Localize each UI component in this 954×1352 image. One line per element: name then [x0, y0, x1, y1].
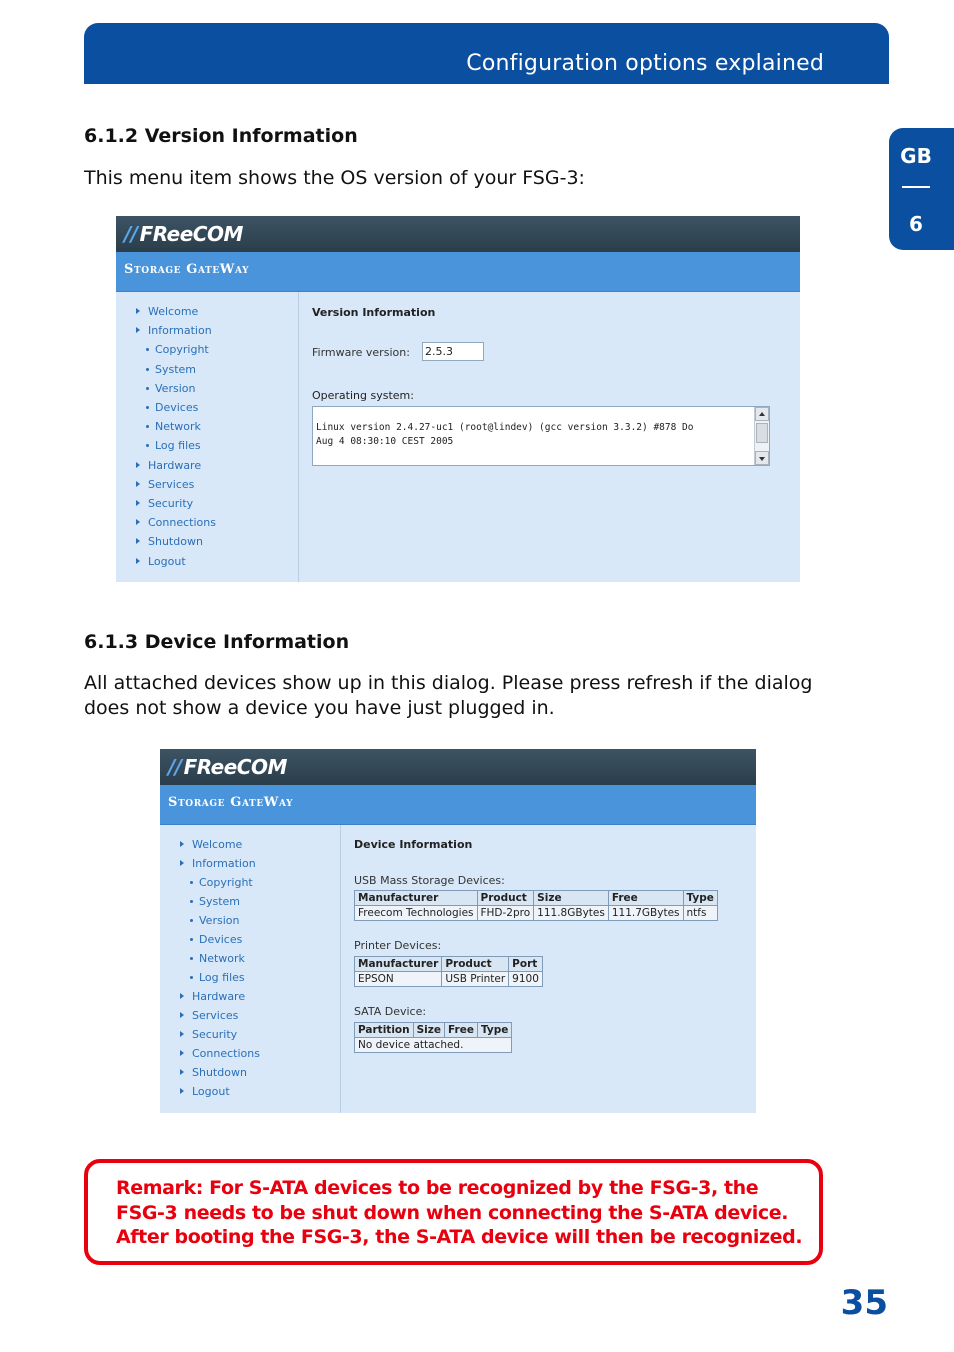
column-header: Partition: [355, 1023, 414, 1038]
section-heading-version: 6.1.2 Version Information: [84, 125, 358, 147]
usb-label: USB Mass Storage Devices:: [354, 874, 505, 887]
arrow-right-icon: [180, 841, 184, 847]
arrow-right-icon: [136, 308, 140, 314]
sidebar-item-label: Information: [148, 324, 212, 338]
bullet-icon: [190, 881, 193, 884]
sidebar-item-label: Copyright: [199, 876, 253, 889]
sidebar-item-hardware[interactable]: [136, 459, 201, 472]
bullet-icon: [146, 425, 149, 428]
table-cell: FHD-2pro: [477, 906, 534, 921]
language-label: GB: [900, 144, 932, 168]
sidebar-item-label: Version: [199, 914, 240, 927]
sidebar-item-label: Security: [192, 1028, 238, 1041]
sidebar-item-label: Logout: [148, 554, 186, 568]
arrow-right-icon: [180, 1012, 184, 1018]
tab-divider: [902, 186, 930, 188]
freecom-logo: // FReeCOM: [168, 755, 287, 779]
arrow-right-icon: [136, 500, 140, 506]
table-row: [355, 972, 543, 987]
sidebar-item-label: Log files: [155, 439, 201, 453]
sidebar-nav: [116, 292, 299, 582]
sidebar-item-network[interactable]: [146, 420, 201, 433]
app-subbar: [116, 252, 800, 292]
bullet-icon: [146, 387, 149, 390]
sata-empty-cell: No device attached.: [355, 1038, 512, 1053]
app-subbar: [160, 785, 756, 825]
table-cell: ntfs: [683, 906, 717, 921]
sidebar-item-services[interactable]: [136, 478, 194, 491]
brand-title: Storage GateWay: [124, 262, 250, 277]
column-header: Product: [442, 957, 509, 972]
sidebar-item-version[interactable]: [146, 382, 195, 395]
page-number: 35: [840, 1283, 888, 1323]
arrow-right-icon: [136, 327, 140, 333]
chapter-number: 6: [909, 212, 923, 236]
table-cell: 111.8GBytes: [534, 906, 609, 921]
arrow-right-icon: [180, 1069, 184, 1075]
printer-label: Printer Devices:: [354, 939, 442, 952]
sidebar-item-label: Services: [192, 1009, 239, 1022]
table-cell: EPSON: [355, 972, 442, 987]
bullet-icon: [190, 976, 193, 979]
device-content: [341, 825, 756, 1113]
sidebar-item-hardware[interactable]: [180, 990, 245, 1003]
sidebar-item-devices[interactable]: [190, 933, 242, 946]
sidebar-item-label: Welcome: [148, 305, 199, 318]
bullet-icon: [146, 368, 149, 371]
arrow-right-icon: [136, 481, 140, 487]
sidebar-item-label: Devices: [199, 933, 243, 946]
table-row: [355, 906, 718, 921]
table-cell: 9100: [509, 972, 543, 987]
freecom-logo: // FReeCOM: [124, 222, 243, 246]
sidebar-item-log-files[interactable]: [146, 439, 201, 452]
sidebar-item-security[interactable]: [136, 497, 193, 510]
chapter-tab: [889, 128, 954, 250]
app-topbar: [116, 216, 800, 252]
column-header: Free: [445, 1023, 478, 1038]
scroll-down-icon[interactable]: [755, 451, 769, 465]
arrow-right-icon: [136, 558, 140, 564]
sidebar-item-label: Logout: [192, 1085, 230, 1098]
sidebar-item-label: Welcome: [192, 838, 243, 851]
table-cell: Freecom Technologies: [355, 906, 478, 921]
sidebar-item-log-files[interactable]: [190, 971, 245, 984]
column-header: Port: [509, 957, 543, 972]
sidebar-item-label: Connections: [148, 516, 216, 530]
sidebar-item-label: Connections: [192, 1047, 260, 1060]
device-heading: Device Information: [354, 838, 473, 851]
sidebar-item-label: System: [199, 895, 241, 908]
os-label: Operating system:: [312, 389, 414, 402]
os-textarea[interactable]: [312, 406, 770, 466]
sidebar-item-label: System: [155, 362, 197, 376]
sidebar-item-label: Network: [199, 952, 245, 965]
bullet-icon: [146, 406, 149, 409]
sidebar-item-welcome[interactable]: [180, 838, 242, 851]
app-topbar: [160, 749, 756, 785]
sidebar-nav: [160, 825, 341, 1113]
version-screenshot: [116, 216, 800, 582]
sidebar-item-label: Information: [192, 857, 256, 870]
sidebar-item-label: Devices: [155, 401, 199, 414]
sidebar-item-services[interactable]: [180, 1009, 238, 1022]
version-content: [299, 292, 800, 582]
remark-box: [84, 1159, 823, 1265]
column-header: Manufacturer: [355, 957, 442, 972]
arrow-right-icon: [180, 1088, 184, 1094]
sidebar-item-shutdown[interactable]: [136, 535, 203, 548]
sidebar-item-connections[interactable]: [180, 1047, 260, 1060]
header-band: [84, 23, 889, 84]
section-body-version: This menu item shows the OS version of your FSG-3:: [84, 167, 585, 189]
sidebar-item-network[interactable]: [190, 952, 245, 965]
sidebar-item-label: Hardware: [148, 458, 202, 472]
sidebar-item-label: Log files: [199, 971, 245, 984]
header-title: Configuration options explained: [466, 51, 824, 76]
firmware-field[interactable]: 2.5.3: [422, 342, 484, 361]
bullet-icon: [146, 444, 149, 447]
sidebar-item-version[interactable]: [190, 914, 239, 927]
os-line-2: Aug 4 08:30:10 CEST 2005: [316, 436, 454, 447]
device-screenshot: [160, 749, 756, 1113]
sidebar-item-copyright[interactable]: [146, 343, 209, 356]
arrow-right-icon: [180, 1031, 184, 1037]
arrow-right-icon: [180, 1050, 184, 1056]
sidebar-item-label: Shutdown: [192, 1066, 247, 1079]
sata-label: SATA Device:: [354, 1005, 427, 1018]
bullet-icon: [190, 938, 193, 941]
sidebar-item-label: Security: [148, 497, 194, 510]
column-header: Manufacturer: [355, 891, 478, 906]
column-header: Type: [683, 891, 717, 906]
sata-table: [354, 1022, 512, 1053]
arrow-right-icon: [136, 462, 140, 468]
sidebar-item-logout[interactable]: [136, 555, 186, 568]
sidebar-item-shutdown[interactable]: [180, 1066, 247, 1079]
sidebar-item-label: Shutdown: [148, 535, 203, 549]
arrow-right-icon: [136, 538, 140, 544]
column-header: Product: [477, 891, 534, 906]
sidebar-item-system[interactable]: [190, 895, 240, 908]
bullet-icon: [190, 957, 193, 960]
column-header: Size: [534, 891, 609, 906]
sidebar-item-system[interactable]: [146, 363, 196, 376]
section-heading-device: 6.1.3 Device Information: [84, 631, 350, 653]
scroll-thumb[interactable]: [756, 423, 768, 443]
brand-title: Storage GateWay: [168, 795, 294, 810]
column-header: Size: [413, 1023, 444, 1038]
sidebar-item-label: Network: [155, 420, 201, 434]
scroll-up-icon[interactable]: [755, 407, 769, 421]
firmware-label: Firmware version:: [312, 346, 410, 359]
sidebar-item-copyright[interactable]: [190, 876, 253, 889]
printer-table: [354, 956, 543, 987]
sidebar-item-label: Version: [155, 381, 196, 395]
remark-text: Remark: For S-ATA devices to be recognized by the FSG-3, the FSG-3 needs to be shut down when connecting the S-ATA device. After booting the FSG-3, the S-ATA device will then be recognized.: [116, 1177, 803, 1248]
sidebar-item-information[interactable]: [180, 857, 256, 870]
sidebar-item-label: Services: [148, 477, 195, 491]
version-heading: Version Information: [312, 306, 436, 319]
table-cell: USB Printer: [442, 972, 509, 987]
os-line-1: Linux version 2.4.27-uc1 (root@lindev) (gcc version 3.3.2) #878 Do: [316, 422, 694, 433]
arrow-right-icon: [180, 860, 184, 866]
sidebar-item-information[interactable]: [136, 324, 212, 337]
bullet-icon: [190, 919, 193, 922]
sidebar-item-label: Hardware: [192, 990, 246, 1003]
arrow-right-icon: [136, 519, 140, 525]
bullet-icon: [190, 900, 193, 903]
section-body-device: All attached devices show up in this dialog. Please press refresh if the dialog does not show a device you have just plugged in.: [84, 672, 813, 719]
os-scrollbar[interactable]: [754, 407, 769, 465]
usb-table: [354, 890, 718, 921]
column-header: Type: [477, 1023, 511, 1038]
sidebar-item-devices[interactable]: [146, 401, 198, 414]
arrow-right-icon: [180, 993, 184, 999]
sidebar-item-logout[interactable]: [180, 1085, 230, 1098]
column-header: Free: [608, 891, 683, 906]
sidebar-item-connections[interactable]: [136, 516, 216, 529]
sidebar-item-security[interactable]: [180, 1028, 237, 1041]
sidebar-item-label: Copyright: [155, 343, 209, 357]
sidebar-item-welcome[interactable]: [136, 305, 198, 318]
bullet-icon: [146, 348, 149, 351]
table-cell: 111.7GBytes: [608, 906, 683, 921]
